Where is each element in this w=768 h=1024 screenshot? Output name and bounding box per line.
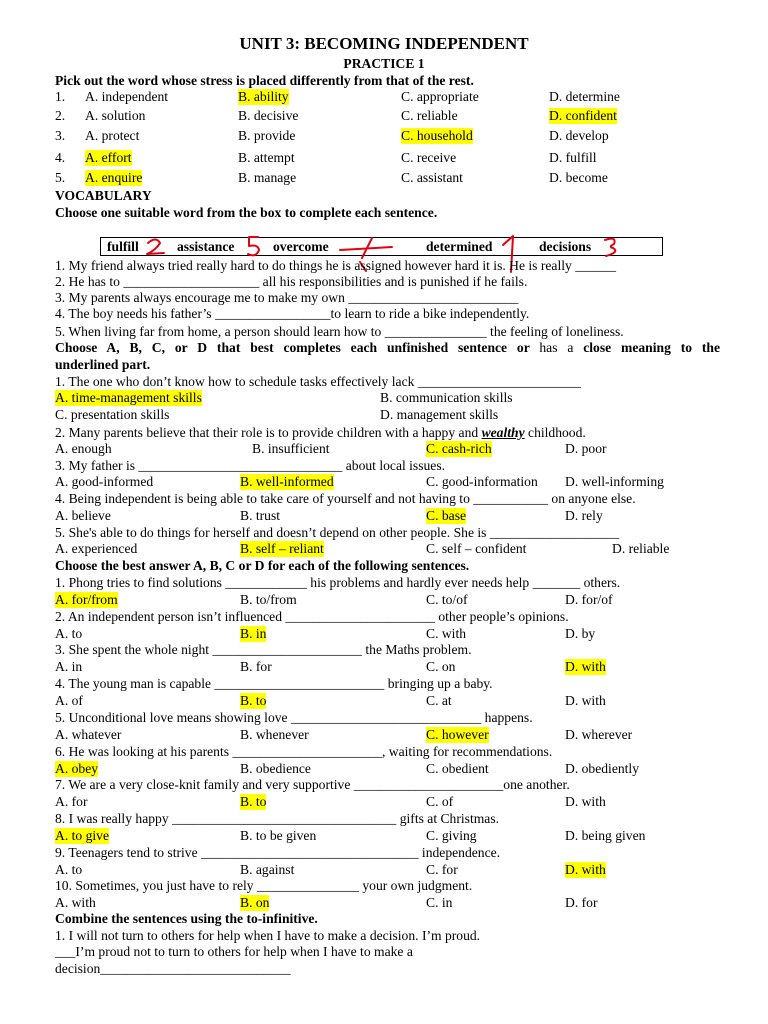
best-q9-option-d[interactable]: D. with (565, 862, 606, 877)
stress-q5-option-b[interactable]: B. manage (238, 170, 297, 185)
stress-q2-option-a[interactable]: A. solution (85, 108, 146, 123)
best-q1-option-a[interactable]: A. for/from (55, 592, 118, 607)
best-q8-option-b[interactable]: B. to be given (240, 828, 317, 843)
stress-q2-option-d[interactable]: D. confident (549, 108, 617, 123)
stress-q3-option-b[interactable]: B. provide (238, 128, 296, 143)
best-q6-option-d[interactable]: D. obediently (565, 761, 639, 776)
page-title: UNIT 3: BECOMING INDEPENDENT (239, 34, 529, 53)
best-question-1: 1. Phong tries to find solutions ____________ his problems and hardly ever needs help _______ others. (55, 575, 621, 590)
best-question-3: 3. She spent the whole night ______________________ the Maths problem. (55, 642, 472, 657)
best-q3-option-d[interactable]: D. with (565, 659, 606, 674)
best-q3-option-a[interactable]: A. in (55, 659, 83, 674)
closest-q4-option-a[interactable]: A. believe (55, 508, 111, 523)
best-q2-option-b[interactable]: B. in (240, 626, 267, 641)
combine-answer-1-line-2: decision____________________________ (55, 961, 291, 976)
vocab-sentence-5: 5. When living far from home, a person should learn how to _______________ the feeling of loneliness. (55, 324, 624, 339)
best-q8-option-d[interactable]: D. being given (565, 828, 646, 843)
stress-q5-option-d[interactable]: D. become (549, 170, 608, 185)
best-question-2: 2. An independent person isn’t influenced ______________________ other people’s opinions. (55, 609, 569, 624)
best-question-7: 7. We are a very close-knit family and very supportive ______________________one another. (55, 777, 570, 792)
best-q9-option-a[interactable]: A. to (55, 862, 83, 877)
combine-question-1: 1. I will not turn to others for help when I have to make a decision. I’m proud. (55, 928, 481, 943)
stress-q5-option-a[interactable]: A. enquire (85, 170, 143, 185)
stress-question-number: 3. (55, 128, 66, 143)
closest-q3: 3. My father is ______________________________ about local issues. (55, 458, 446, 473)
box-word-assistance: assistance (177, 239, 235, 254)
stress-q4-option-d[interactable]: D. fulfill (549, 150, 597, 165)
best-q5-option-c[interactable]: C. however (426, 727, 489, 742)
closest-q1-option-c[interactable]: C. presentation skills (55, 407, 170, 422)
handwritten-mark-5 (248, 237, 259, 255)
best-q7-option-a[interactable]: A. for (55, 794, 88, 809)
closest-instruction-cont: underlined part. (55, 357, 151, 372)
closest-q1: 1. The one who don’t know how to schedule tasks effectively lack ________________________ (55, 374, 581, 389)
best-question-4: 4. The young man is capable _________________________ bringing up a baby. (55, 676, 493, 691)
best-q1-option-d[interactable]: D. for/of (565, 592, 613, 607)
closest-instruction: Choose A, B, C, or D that best completes each unfinished sentence or has a close meaning to the (55, 340, 721, 355)
best-q9-option-b[interactable]: B. against (240, 862, 295, 877)
stress-instruction: Pick out the word whose stress is placed differently from that of the rest. (55, 73, 474, 88)
handwritten-annotations (0, 0, 768, 290)
best-q3-option-b[interactable]: B. for (240, 659, 272, 674)
best-q3-option-c[interactable]: C. on (426, 659, 456, 674)
stress-question-number: 2. (55, 108, 66, 123)
closest-q2-option-c[interactable]: C. cash-rich (426, 441, 492, 456)
closest-q1-option-d[interactable]: D. management skills (380, 407, 499, 422)
best-q4-option-c[interactable]: C. at (426, 693, 452, 708)
best-q4-option-d[interactable]: D. with (565, 693, 606, 708)
best-q10-option-c[interactable]: C. in (426, 895, 453, 910)
stress-q2-option-c[interactable]: C. reliable (401, 108, 458, 123)
closest-q1-option-a[interactable]: A. time-management skills (55, 390, 202, 405)
best-q7-option-d[interactable]: D. with (565, 794, 606, 809)
best-question-6: 6. He was looking at his parents ______________________, waiting for recommendations. (55, 744, 553, 759)
best-q1-option-c[interactable]: C. to/of (426, 592, 468, 607)
box-word-fulfill: fulfill (107, 239, 139, 254)
closest-q3-option-b[interactable]: B. well-informed (240, 474, 334, 489)
stress-q1-option-c[interactable]: C. appropriate (401, 89, 479, 104)
best-question-5: 5. Unconditional love means showing love ____________________________ happens. (55, 710, 533, 725)
box-word-determined: determined (426, 239, 493, 254)
handwritten-mark-3 (605, 239, 615, 256)
closest-q5-option-d[interactable]: D. reliable (612, 541, 670, 556)
best-question-9: 9. Teenagers tend to strive ________________________________ independence. (55, 845, 501, 860)
closest-q4-option-d[interactable]: D. rely (565, 508, 603, 523)
best-q10-option-b[interactable]: B. on (240, 895, 270, 910)
stress-q1-option-a[interactable]: A. independent (85, 89, 169, 104)
box-word-overcome: overcome (273, 239, 329, 254)
stress-q4-option-b[interactable]: B. attempt (238, 150, 295, 165)
closest-q5-option-a[interactable]: A. experienced (55, 541, 138, 556)
stress-q3-option-d[interactable]: D. develop (549, 128, 609, 143)
closest-q5-option-b[interactable]: B. self – reliant (240, 541, 324, 556)
vocab-sentence-4: 4. The boy needs his father’s _________________to learn to ride a bike independently. (55, 306, 530, 321)
best-q7-option-c[interactable]: C. of (426, 794, 454, 809)
combine-instruction: Combine the sentences using the to-infinitive. (55, 911, 318, 926)
box-word-decisions: decisions (539, 239, 592, 254)
best-q8-option-a[interactable]: A. to give (55, 828, 109, 843)
best-q8-option-c[interactable]: C. giving (426, 828, 477, 843)
vocabulary-heading: VOCABULARY (55, 188, 152, 203)
stress-question-number: 1. (55, 89, 66, 104)
stress-question-number: 4. (55, 150, 66, 165)
stress-q1-option-b[interactable]: B. ability (238, 89, 289, 104)
closest-q1-option-b[interactable]: B. communication skills (380, 390, 513, 405)
stress-q4-option-a[interactable]: A. effort (85, 150, 132, 165)
best-q4-option-b[interactable]: B. to (240, 693, 267, 708)
underlined-word: wealthy (481, 425, 525, 440)
stress-question-number: 5. (55, 170, 66, 185)
best-question-10: 10. Sometimes, you just have to rely _______________ your own judgment. (55, 878, 473, 893)
best-q4-option-a[interactable]: A. of (55, 693, 83, 708)
closest-q2-option-a[interactable]: A. enough (55, 441, 112, 456)
closest-q2-option-b[interactable]: B. insufficient (252, 441, 330, 456)
best-answer-instruction: Choose the best answer A, B, C or D for each of the following sentences. (55, 558, 470, 573)
vocab-sentence-1: 1. My friend always tried really hard to do things he is assigned however hard it is. He is really ______ (55, 258, 616, 273)
best-q2-option-a[interactable]: A. to (55, 626, 83, 641)
best-q10-option-d[interactable]: D. for (565, 895, 598, 910)
closest-q2-option-d[interactable]: D. poor (565, 441, 607, 456)
best-q2-option-d[interactable]: D. by (565, 626, 596, 641)
closest-q4-option-b[interactable]: B. trust (240, 508, 281, 523)
best-question-8: 8. I was really happy _________________________________ gifts at Christmas. (55, 811, 500, 826)
vocab-sentence-3: 3. My parents always encourage me to make my own _________________________ (55, 290, 519, 305)
best-q6-option-b[interactable]: B. obedience (240, 761, 311, 776)
closest-q2: 2. Many parents believe that their role is to provide children with a happy and wealthy childhood. (55, 425, 586, 440)
closest-q5: 5. She's able to do things for herself and doesn’t depend on other people. She is ___________________ (55, 525, 619, 540)
combine-answer-1-line-1: ___I’m proud not to turn to others for help when I have to make a (55, 944, 413, 959)
best-q5-option-d[interactable]: D. wherever (565, 727, 633, 742)
stress-q3-option-a[interactable]: A. protect (85, 128, 140, 143)
best-q2-option-c[interactable]: C. with (426, 626, 467, 641)
stress-q3-option-c[interactable]: C. household (401, 128, 473, 143)
stress-q5-option-c[interactable]: C. assistant (401, 170, 463, 185)
best-q5-option-a[interactable]: A. whatever (55, 727, 122, 742)
stress-q1-option-d[interactable]: D. determine (549, 89, 620, 104)
stress-q4-option-c[interactable]: C. receive (401, 150, 457, 165)
best-q10-option-a[interactable]: A. with (55, 895, 96, 910)
best-q5-option-b[interactable]: B. whenever (240, 727, 309, 742)
stress-q2-option-b[interactable]: B. decisive (238, 108, 299, 123)
closest-q3-option-c[interactable]: C. good-information (426, 474, 538, 489)
closest-q3-option-a[interactable]: A. good-informed (55, 474, 154, 489)
page-subtitle: PRACTICE 1 (343, 56, 425, 71)
closest-q4-option-c[interactable]: C. base (426, 508, 467, 523)
best-q6-option-a[interactable]: A. obey (55, 761, 99, 776)
best-q1-option-b[interactable]: B. to/from (240, 592, 297, 607)
closest-q3-option-d[interactable]: D. well-informing (565, 474, 664, 489)
closest-q5-option-c[interactable]: C. self – confident (426, 541, 527, 556)
best-q9-option-c[interactable]: C. for (426, 862, 458, 877)
best-q7-option-b[interactable]: B. to (240, 794, 267, 809)
best-q6-option-c[interactable]: C. obedient (426, 761, 489, 776)
vocab-sentence-2: 2. He has to ____________________ all his responsibilities and is punished if he fails. (55, 274, 528, 289)
vocabulary-instruction: Choose one suitable word from the box to complete each sentence. (55, 205, 438, 220)
handwritten-mark-2 (147, 240, 164, 255)
closest-q4: 4. Being independent is being able to take care of yourself and not having to ___________ on anyone else. (55, 491, 636, 506)
